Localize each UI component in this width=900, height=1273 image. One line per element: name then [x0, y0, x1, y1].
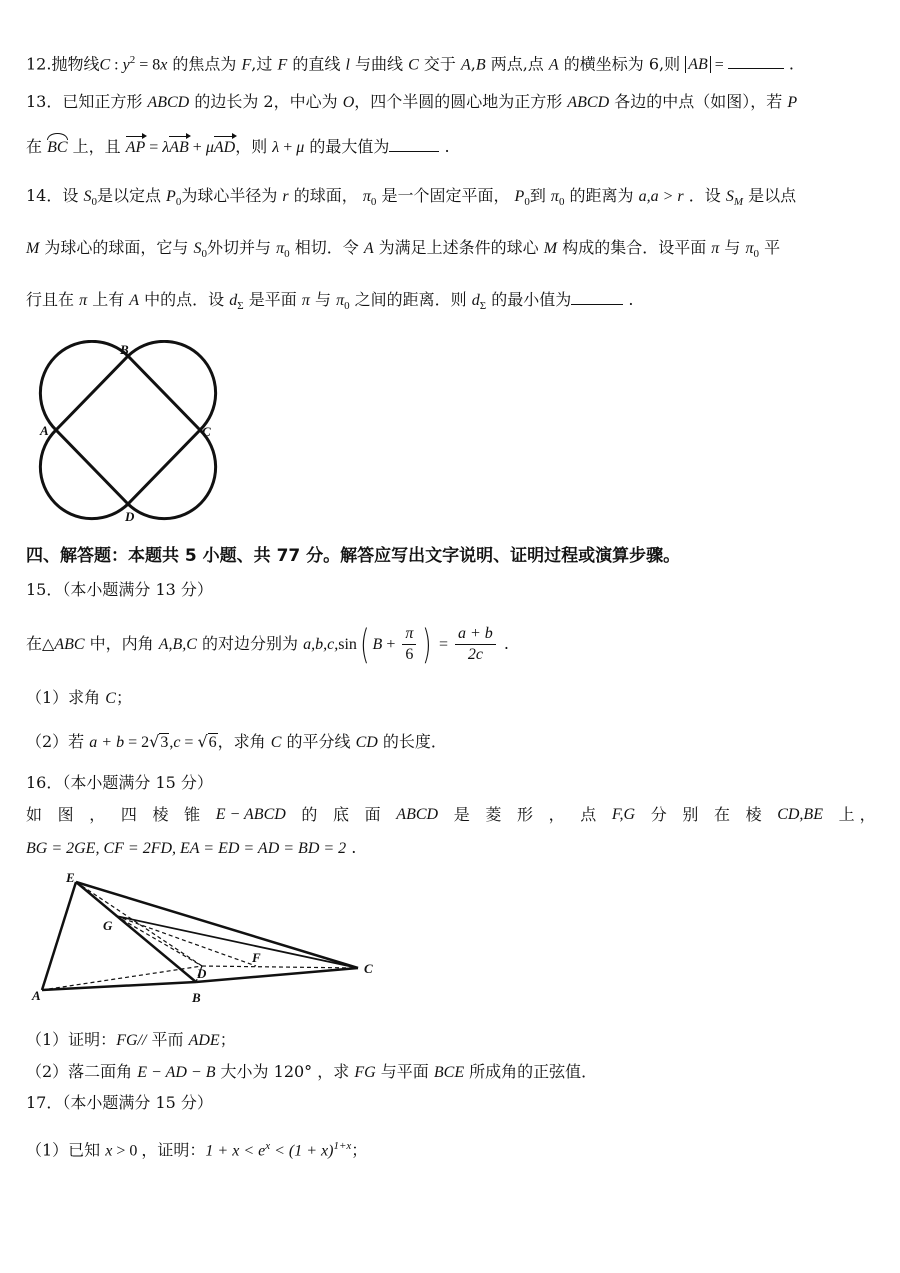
question-16-part-1: （1）证明：FG// 平而 ADE；	[26, 1030, 236, 1049]
question-15-stem: 在△ABC 中，内角 A,B,C 的对边分别为 a,b,c,sin( B + $\frac{\pi}{6}$ ) = $\frac{a + b}{2c}$ .	[26, 621, 509, 668]
label-d: D	[197, 966, 207, 981]
question-16-stem-line-2: BG = 2GE, CF = 2FD, EA = ED = AD = BD = 2 .	[26, 838, 357, 857]
question-13-line-1: 13．已知正方形 ABCD 的边长为 2，中心为 O，四个半圆的圆心地为正方形 ABCD 各边的中点（如图），若 P	[26, 92, 798, 111]
question-13-line-2: 在 BC 上，且 AP = λAB + μAD，则 λ + μ 的最大值为 .	[26, 137, 450, 156]
edge-ea	[42, 882, 76, 990]
label-a: A	[40, 423, 49, 438]
answer-blank	[389, 137, 439, 152]
semicircle-da	[40, 430, 128, 519]
label-b: B	[192, 990, 201, 1005]
label-a: A	[32, 988, 41, 1003]
square-semicircles-figure	[30, 340, 230, 530]
label-g: G	[103, 918, 113, 933]
semicircle-ab	[40, 341, 128, 430]
fraction-a-plus-b-over-2c: $\frac{a + b}{2c}$	[455, 624, 496, 665]
label-b: B	[120, 342, 129, 357]
edge-dc	[202, 966, 358, 968]
question-14-line-1: 14．设 $S_0$是以定点 $P_0$为球心半径为 r 的球面， $\pi_0$ 是一个固定平面， $P_0$到 $\pi_0$ 的距离为 a,a > r ．设 $S_M$ 是以点	[26, 186, 797, 209]
question-15-heading: 15．（本小题满分 13 分）	[26, 580, 213, 599]
semicircle-cd	[128, 430, 216, 519]
label-d: D	[125, 509, 135, 524]
semicircle-bc	[128, 341, 216, 430]
segment-gc	[116, 916, 358, 968]
label-f: F	[252, 950, 261, 965]
question-14-line-2: M 为球心的球面，它与 $S_0$外切并与 $\pi_0$ 相切．令 A 为满足上述条件的球心 M 构成的集合．设平面 π 与 $\pi_0$ 平	[26, 238, 781, 261]
segment-gd	[116, 916, 202, 966]
question-12: 12.抛物线C : $y^2 = 8x$ 的焦点为 F,过 F 的直线 l 与曲线 C 交于 A,B 两点,点 A 的横坐标为 6,则 AB = .	[26, 54, 794, 74]
answer-blank	[571, 290, 623, 305]
label-c: C	[364, 961, 373, 976]
question-14-line-3: 行且在 π 上有 A 中的点．设 $d_\Sigma$ 是平面 π 与 $\pi_0$ 之间的距离．则 $d_\Sigma$ 的最小值为 .	[26, 290, 634, 313]
question-16-part-2: （2）落二面角 E − AD − B 大小为 120° ，求 FG 与平面 BCE 所成角的正弦值．	[26, 1062, 598, 1081]
section-heading: 四、解答题：本题共 5 小题、共 77 分。解答应写出文字说明、证明过程或演算步骤。	[26, 546, 681, 566]
label-c: C	[202, 424, 211, 439]
question-16-heading: 16．（本小题满分 15 分）	[26, 773, 213, 792]
question-15-part-2: （2）若 a + b = 2√3,c = √6，求角 C 的平分线 CD 的长度．	[26, 732, 447, 751]
edge-bc	[196, 968, 358, 982]
question-16-stem-line-1: 如 图 ， 四 棱 锥 E − ABCD 的 底 面 ABCD 是 菱 形 ， 点 F,G 分 别 在 棱 CD,BE 上 ，	[26, 805, 876, 824]
edge-eb	[76, 882, 196, 982]
question-17-heading: 17．（本小题满分 15 分）	[26, 1093, 213, 1112]
question-15-part-1: （1）求角 C；	[26, 688, 132, 707]
answer-blank	[728, 54, 784, 69]
label-e: E	[66, 870, 75, 885]
question-17-part-1: （1）已知 x > 0 ，证明：$1 + x < e^x < (1 + x)^{1+x}$；	[26, 1140, 368, 1160]
square-abcd	[56, 356, 200, 504]
fraction-pi-over-6: $\frac{\pi}{6}$	[402, 624, 416, 665]
edge-ec	[76, 882, 358, 968]
pyramid-figure	[26, 866, 396, 1016]
